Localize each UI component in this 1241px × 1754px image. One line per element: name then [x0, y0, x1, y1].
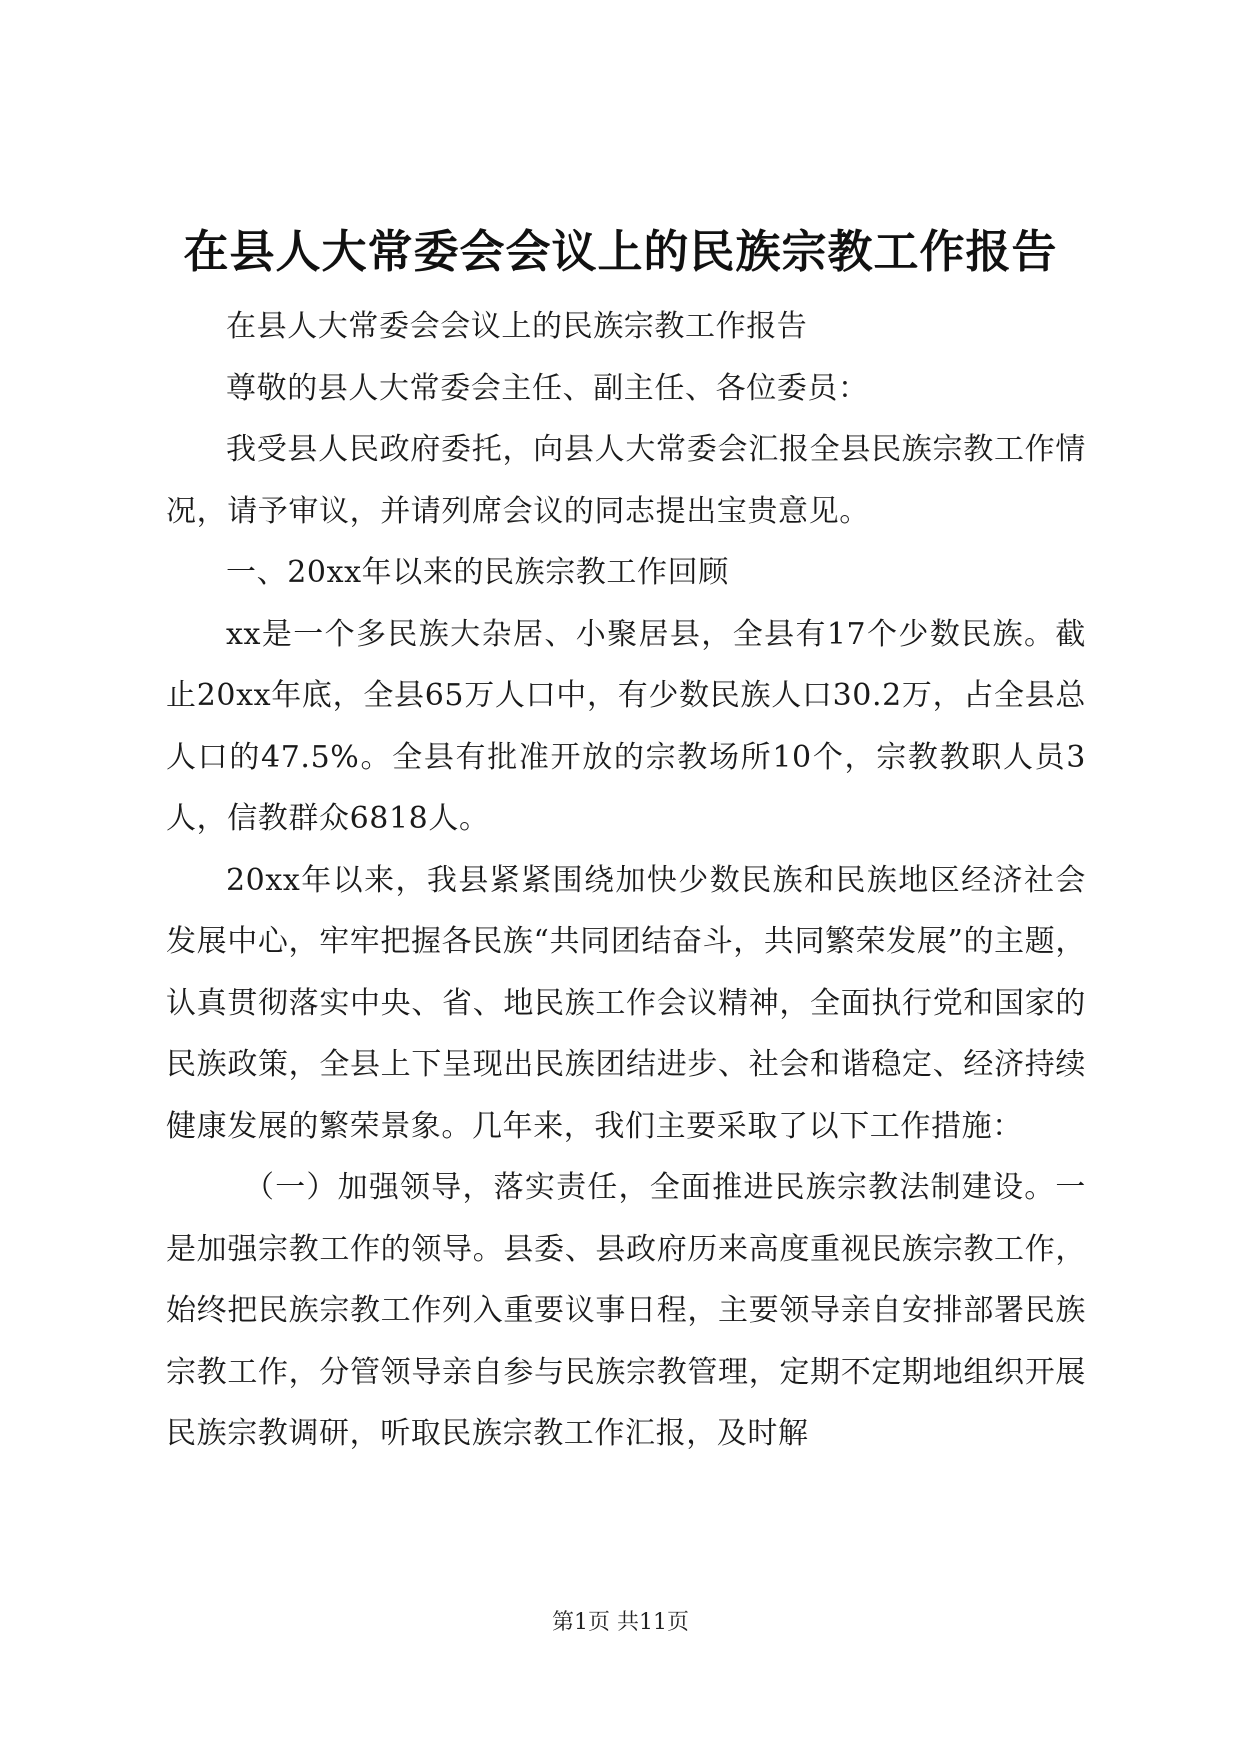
paragraph-demographics: xx是一个多民族大杂居、小聚居县，全县有17个少数民族。截止20xx年底，全县65万人口中，有少数民族人口30.2万，占全县总人口的47.5%。全县有批准开放的宗教场所10个，宗教教职人员3人，信教群众6818人。 [166, 616, 1086, 836]
paragraph-overview: 20xx年以来，我县紧紧围绕加快少数民族和民族地区经济社会发展中心，牢牢把握各民族“共同团结奋斗，共同繁荣发展”的主题，认真贯彻落实中央、省、地民族工作会议精神，全面执行党和国家的民族政策，全县上下呈现出民族团结进步、社会和谐稳定、经济持续健康发展的繁荣景象。几年来，我们主要采取了以下工作措施： [166, 862, 1086, 1144]
paragraph-measure-one: （一）加强领导，落实责任，全面推进民族宗教法制建设。一是加强宗教工作的领导。县委、县政府历来高度重视民族宗教工作，始终把民族宗教工作列入重要议事日程，主要领导亲自安排部署民族宗教工作，分管领导亲自参与民族宗教管理，定期不定期地组织开展民族宗教调研，听取民族宗教工作汇报，及时解 [166, 1170, 1086, 1451]
page-number-footer: 第1页 共11页 [552, 1610, 689, 1635]
paragraph-intro: 我受县人民政府委托，向县人大常委会汇报全县民族宗教工作情况，请予审议，并请列席会议的同志提出宝贵意见。 [166, 432, 1086, 529]
document-body [166, 296, 1086, 1465]
section-heading-review: 一、20xx年以来的民族宗教工作回顾 [226, 555, 729, 590]
paragraph-salutation: 尊敬的县人大常委会主任、副主任、各位委员： [226, 370, 869, 406]
paragraph-subtitle: 在县人大常委会会议上的民族宗教工作报告 [226, 309, 808, 344]
document-title: 在县人大常委会会议上的民族宗教工作报告 [183, 225, 1058, 278]
